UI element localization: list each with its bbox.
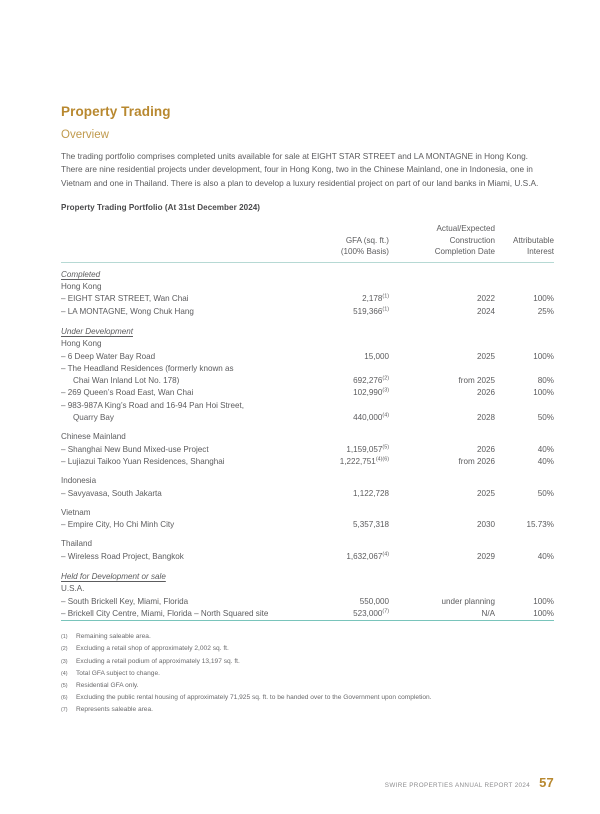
table-region-label: Indonesia [61, 476, 97, 486]
footnote-item [61, 657, 554, 668]
gfa-footnote-marker: (5) [382, 443, 389, 450]
cell-gfa: 1,159,057$^{(5)}$ [346, 443, 389, 454]
cell-completion-date: 2026 [476, 388, 495, 398]
table-spacer-cell [61, 424, 554, 431]
cell-attributable-interest: 50% [537, 413, 554, 423]
group-label-text: Completed [61, 269, 101, 279]
table-region-row [61, 431, 554, 443]
footnote-item [61, 644, 554, 655]
cell-gfa: 2,178$^{(1)}$ [362, 293, 389, 304]
table-row [61, 596, 554, 608]
footnote-item [61, 632, 554, 643]
cell-completion-date: 2026 [476, 444, 495, 454]
table-region-row [61, 281, 554, 293]
table-region-row [61, 583, 554, 595]
table-region-row [61, 538, 554, 550]
table-region-label: Hong Kong [61, 282, 102, 292]
table-bottom-rule-cell [61, 620, 554, 621]
cell-project-name: – Wireless Road Project, Bangkok [61, 551, 184, 561]
col-header-date-line3: Completion Date [434, 247, 495, 257]
footnote-item [61, 681, 554, 692]
table-group-row [61, 263, 554, 281]
gfa-footnote-marker: (3) [382, 387, 389, 394]
gfa-footnote-marker: (4)(6) [375, 456, 389, 463]
table-spacer-cell [61, 468, 554, 475]
col-header-interest-line2: Interest [527, 247, 554, 257]
table-row [61, 444, 554, 456]
cell-attributable-interest: 100% [533, 351, 554, 361]
cell-gfa: 519,366$^{(1)}$ [353, 305, 389, 316]
cell-project-name-continued: Quarry Bay [73, 413, 114, 423]
footnote-marker: (5) [61, 682, 68, 689]
property-trading-table [61, 223, 554, 621]
footer-page-number: 57 [539, 775, 554, 790]
footnote-marker: (3) [61, 658, 68, 665]
table-region-label: Vietnam [61, 507, 91, 517]
table-row [61, 400, 554, 425]
footnote-marker: (7) [61, 707, 68, 714]
cell-completion-date: from 2025 [458, 376, 495, 386]
table-header [61, 223, 554, 262]
table-bottom-rule-row [61, 620, 554, 621]
table-region-label: Thailand [61, 539, 93, 549]
table-spacer-row [61, 468, 554, 475]
cell-completion-date: 2030 [476, 520, 495, 530]
cell-gfa: 692,276$^{(2)}$ [353, 375, 389, 386]
gfa-footnote-marker: (7) [382, 608, 389, 615]
cell-completion-date: 2025 [476, 351, 495, 361]
table-row [61, 519, 554, 531]
page-title: Property Trading [61, 104, 171, 119]
footnotes-list [61, 632, 554, 716]
col-header-gfa-line1: GFA (sq. ft.) [345, 235, 389, 245]
cell-project-name: – Brickell City Centre, Miami, Florida – North Squared site [61, 608, 269, 618]
table-region-row [61, 338, 554, 350]
cell-project-name: – Shanghai New Bund Mixed-use Project [61, 444, 209, 454]
cell-project-name: – 269 Queen’s Road East, Wan Chai [61, 388, 194, 398]
table-region-row [61, 475, 554, 487]
cell-attributable-interest: 100% [533, 596, 554, 606]
table-caption: Property Trading Portfolio (At 31st December 2024) [61, 203, 261, 213]
cell-project-name: – 6 Deep Water Bay Road [61, 351, 156, 361]
cell-project-name: – South Brickell Key, Miami, Florida [61, 596, 189, 606]
overview-heading: Overview [61, 129, 109, 142]
footnote-marker: (1) [61, 634, 68, 641]
cell-gfa: 1,632,067$^{(4)}$ [346, 551, 389, 561]
cell-project-name: – Empire City, Ho Chi Minh City [61, 520, 175, 530]
table-row [61, 551, 554, 563]
footnote-item [61, 705, 554, 716]
cell-completion-date: 2024 [476, 306, 495, 316]
col-header-name [61, 223, 296, 261]
table-row [61, 306, 554, 318]
footnote-text: Residential GFA only. [76, 681, 139, 689]
cell-completion-date: 2029 [476, 551, 495, 561]
table-spacer-row [61, 424, 554, 431]
cell-project-name: – The Headland Residences (formerly known as Chai Wan Inland Lot No. 178) [61, 363, 296, 388]
gfa-footnote-marker: (1) [382, 293, 389, 300]
table-region-label: Hong Kong [61, 339, 102, 349]
cell-project-name: – Lujiazui Taikoo Yuan Residences, Shanghai [61, 456, 225, 466]
table-spacer-cell [61, 531, 554, 538]
cell-attributable-interest: 100% [533, 294, 554, 304]
table-row [61, 363, 554, 388]
cell-project-name: – 983-987A King’s Road and 16-94 Pan Hoi Street, Quarry Bay [61, 400, 296, 425]
page-footer [385, 775, 554, 790]
table-bottom-rule [61, 620, 554, 621]
table-row [61, 456, 554, 468]
footnote-text: Excluding a retail shop of approximately 2,002 sq. ft. [76, 645, 229, 653]
cell-attributable-interest: 50% [537, 488, 554, 498]
footer-report-title: SWIRE PROPERTIES ANNUAL REPORT 2024 [384, 782, 531, 789]
cell-completion-date: from 2026 [458, 456, 495, 466]
col-header-interest-line1: Attributable [513, 235, 554, 245]
table-region-row [61, 507, 554, 519]
overview-paragraph: The trading portfolio comprises completed units available for sale at EIGHT STAR STREET and LA MONTAGNE in Hong Kong. There are nine residential projects under development, four in Hong Kong, two in the Chinese Mainland, one in Indonesia, one in Vietnam and one in Thailand. There is also a plan to develop a luxury residential project on part of our land banks in Miami, U.S.A. [61, 150, 539, 188]
cell-project-name: – Savyavasa, South Jakarta [61, 488, 162, 498]
cell-gfa: 1,122,728 [352, 488, 389, 498]
cell-project-name-continued: Chai Wan Inland Lot No. 178) [73, 376, 180, 386]
cell-gfa: $1,222,751^{(4)(6)}$ [339, 456, 389, 466]
table-row [61, 387, 554, 399]
table-group-row [61, 563, 554, 583]
footnote-text: Remaining saleable area. [76, 633, 151, 641]
table-row [61, 608, 554, 620]
cell-attributable-interest: 40% [537, 551, 554, 561]
table-group-label [61, 563, 554, 583]
table-spacer-cell [61, 500, 554, 507]
table-group-row [61, 318, 554, 338]
cell-completion-date: N/A [481, 608, 495, 618]
col-header-attributable-interest [495, 223, 554, 261]
table-group-label [61, 263, 554, 281]
group-label-text: Held for Development or sale [61, 571, 166, 581]
table-row [61, 293, 554, 305]
footnote-marker: (4) [61, 670, 68, 677]
cell-gfa: 440,000$^{(4)}$ [353, 412, 389, 423]
gfa-footnote-marker: (4) [382, 412, 389, 419]
col-header-gfa [296, 223, 389, 261]
gfa-footnote-marker: (4) [382, 551, 389, 557]
cell-attributable-interest: 80% [537, 376, 554, 386]
cell-attributable-interest: 25% [537, 306, 554, 316]
footnote-item [61, 669, 554, 680]
cell-project-name: – EIGHT STAR STREET, Wan Chai [61, 294, 189, 304]
cell-gfa: 523,000$^{(7)}$ [353, 608, 389, 618]
cell-gfa: 5,357,318 [352, 520, 389, 530]
group-label-text: Under Development [61, 326, 133, 336]
table-row [61, 488, 554, 500]
table-region-label: Chinese Mainland [61, 432, 126, 442]
cell-attributable-interest: 40% [537, 456, 554, 466]
cell-project-name: – LA MONTAGNE, Wong Chuk Hang [61, 306, 194, 316]
footnote-text: Excluding a retail podium of approximately 13,197 sq. ft. [76, 657, 240, 665]
cell-attributable-interest: 40% [537, 444, 554, 454]
footnote-text: Excluding the public rental housing of approximately 71,925 sq. ft. to be handed over to the Government upon completion. [76, 694, 432, 702]
col-header-date-line2: Construction [449, 235, 495, 245]
cell-completion-date: 2022 [476, 294, 495, 304]
footnote-item [61, 693, 554, 704]
cell-completion-date: 2028 [476, 413, 495, 423]
table-spacer-row [61, 500, 554, 507]
footnote-text: Total GFA subject to change. [76, 669, 160, 677]
cell-completion-date: 2025 [476, 488, 495, 498]
cell-attributable-interest: 100% [533, 388, 554, 398]
cell-gfa: 102,990$^{(3)}$ [353, 387, 389, 398]
cell-attributable-interest: 15.73% [526, 520, 554, 530]
cell-gfa: 550,000 [359, 596, 389, 606]
col-header-gfa-line2: (100% Basis) [340, 247, 389, 257]
gfa-footnote-marker: (2) [382, 375, 389, 382]
table-body [61, 263, 554, 621]
footnote-text: Represents saleable area. [76, 706, 153, 714]
gfa-footnote-marker: (1) [382, 305, 389, 312]
table-group-label [61, 318, 554, 338]
cell-gfa: 15,000 [364, 351, 389, 361]
col-header-completion-date [389, 223, 495, 261]
footnote-marker: (2) [61, 646, 68, 653]
table-spacer-row [61, 531, 554, 538]
cell-completion-date: under planning [441, 596, 495, 606]
table-row [61, 351, 554, 363]
cell-attributable-interest: 100% [533, 608, 554, 618]
col-header-date-line1: Actual/Expected [436, 224, 495, 234]
footnote-marker: (6) [61, 695, 68, 702]
table-region-label: U.S.A. [61, 584, 85, 594]
